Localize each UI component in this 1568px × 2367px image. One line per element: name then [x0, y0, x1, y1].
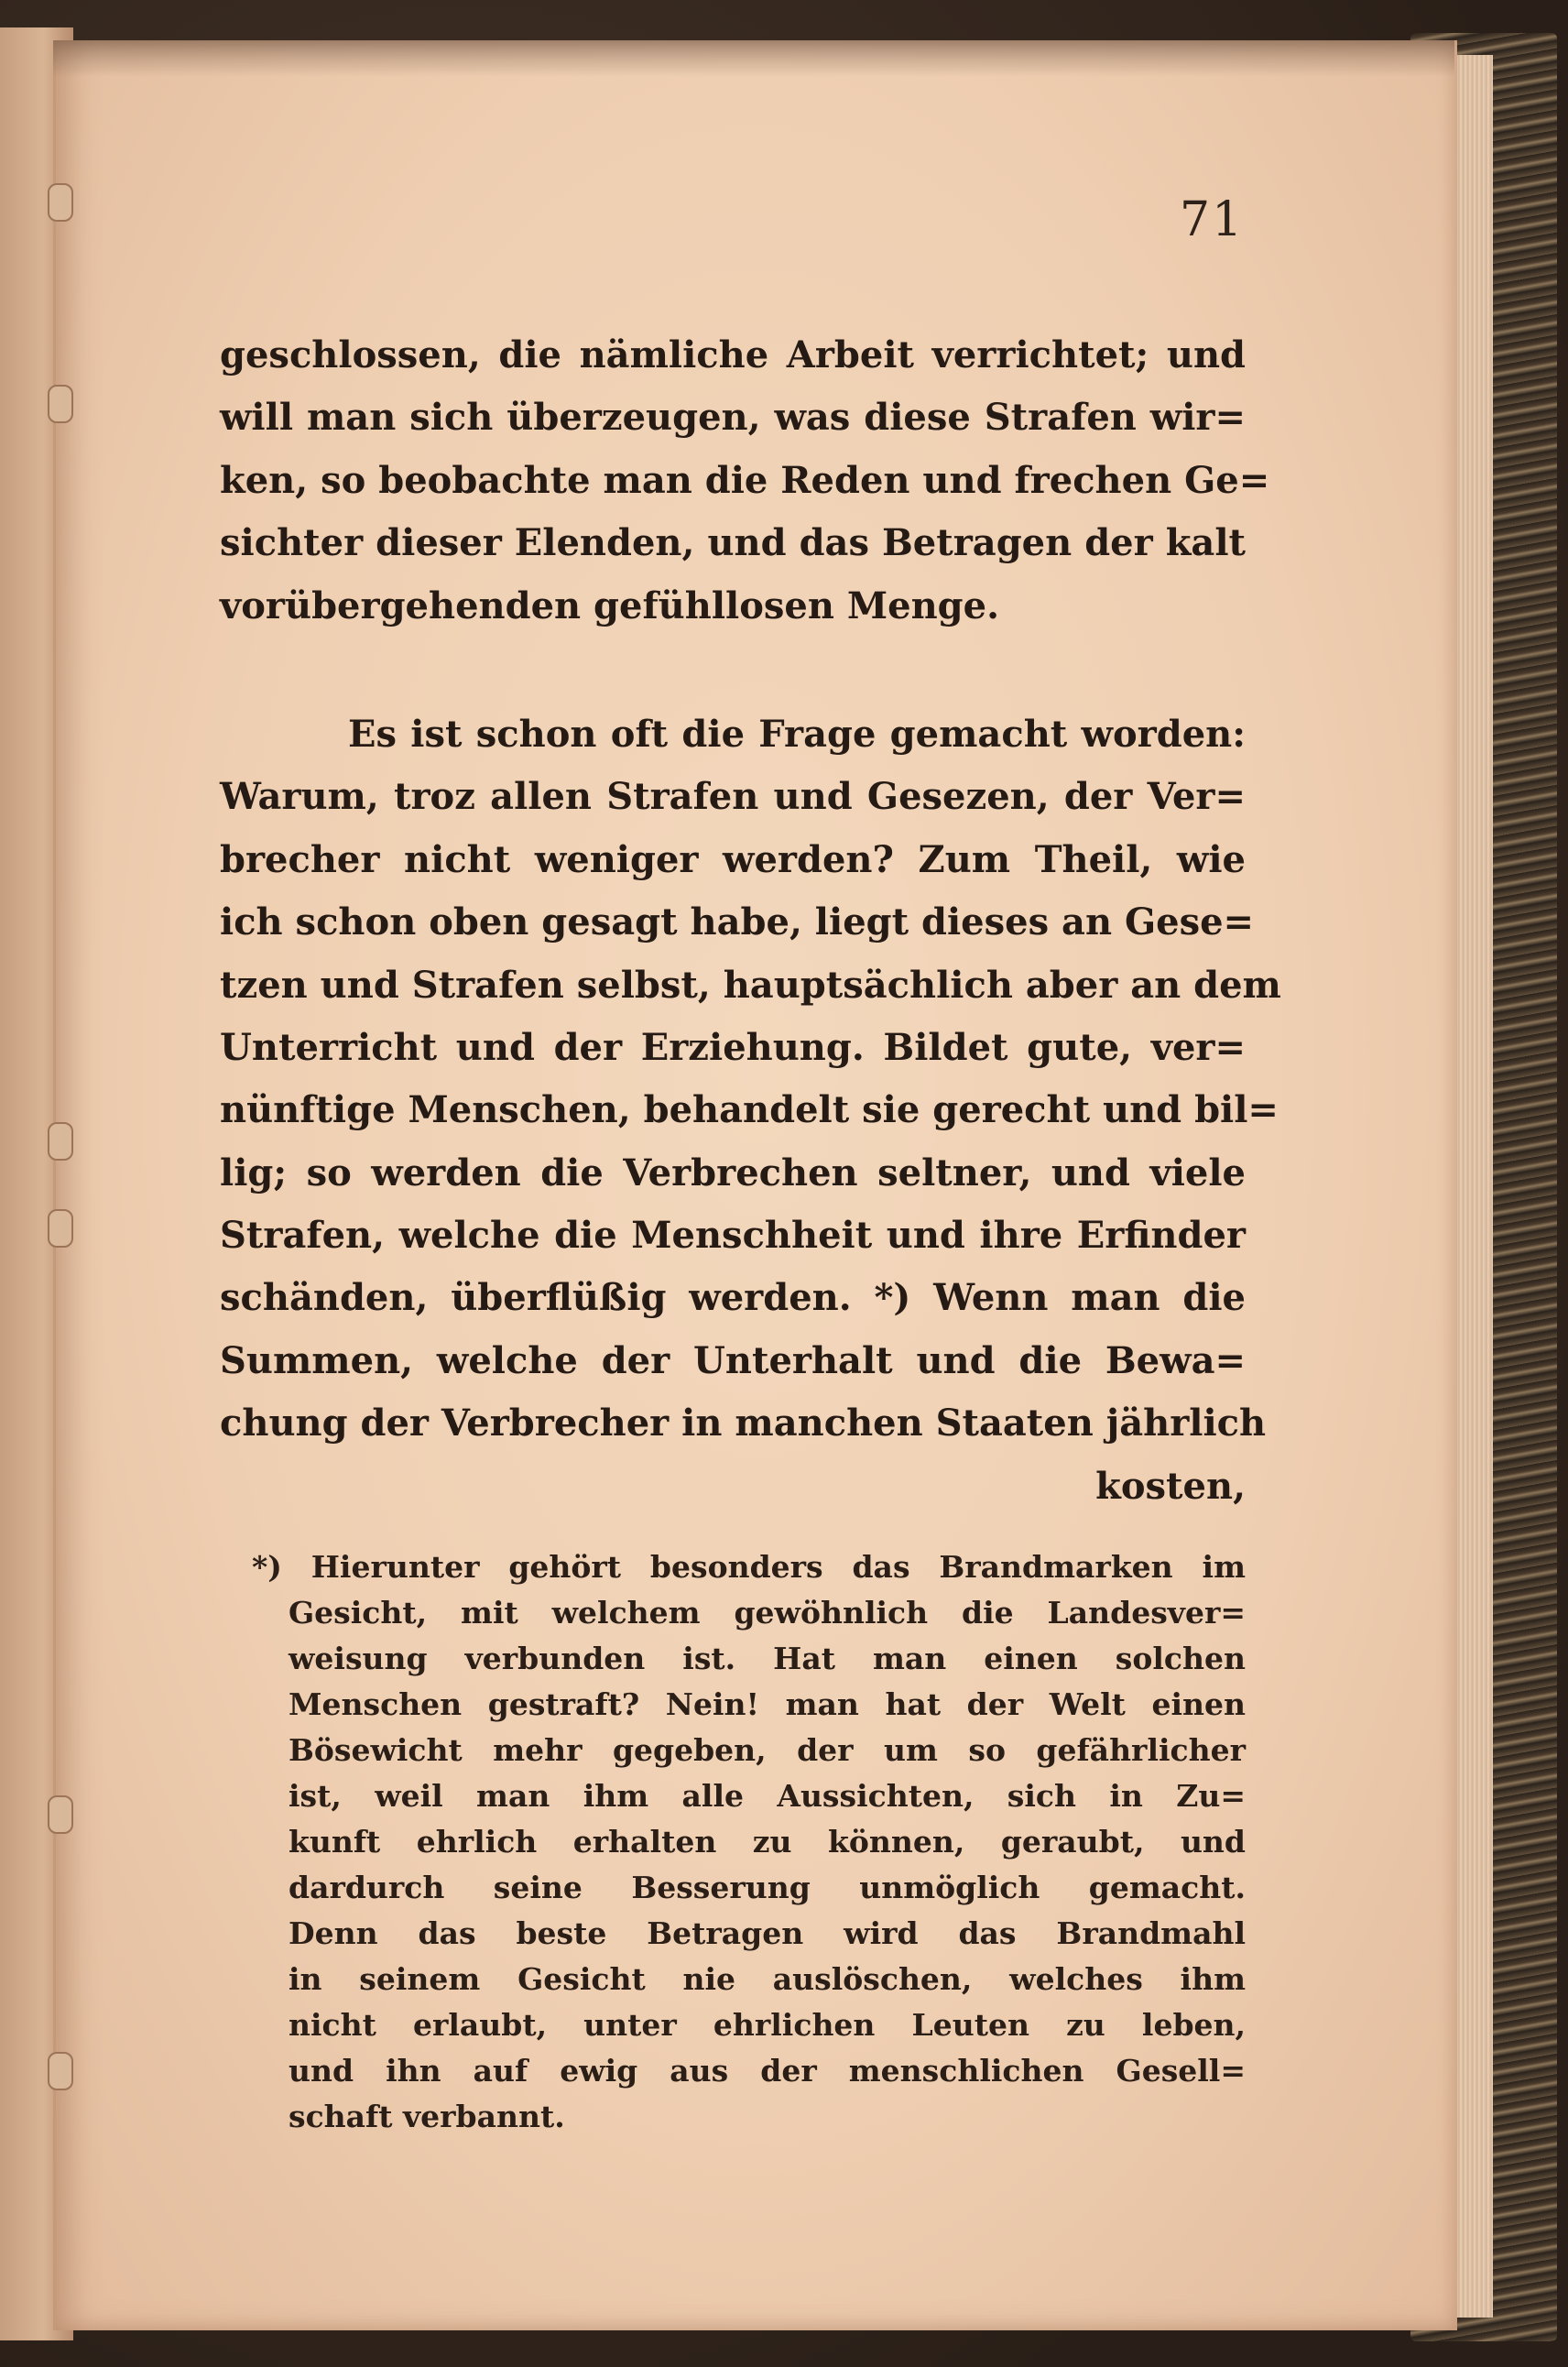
text-line: chung der Verbrecher in manchen Staaten jährlich — [220, 1402, 1267, 1445]
footnote-line: weisung verbunden ist. Hat man einen solchen — [289, 1641, 1246, 1676]
footnote-line: ist, weil man ihm alle Aussichten, sich in Zu= — [289, 1778, 1246, 1814]
text-line: ich schon oben gesagt habe, liegt dieses an Gese= — [220, 900, 1255, 944]
footnote-line: *) Hierunter gehört besonders das Brandmarken im — [252, 1549, 1246, 1585]
footnote-line: und ihn auf ewig aus der menschlichen Gesell= — [289, 2053, 1246, 2089]
text-line: Strafen, welche die Menschheit und ihre Erfinder — [220, 1214, 1246, 1258]
catchword: kosten, — [1095, 1464, 1246, 1508]
main-text — [220, 324, 1281, 1518]
binding-stitch — [48, 1795, 73, 1834]
text-line: sichter dieser Elenden, und das Betragen der kalt — [220, 521, 1246, 565]
text-line: ken, so beobachte man die Reden und frechen Ge= — [220, 458, 1270, 502]
binding-stitch — [48, 183, 73, 222]
binding-stitch — [48, 385, 73, 423]
footnote-line: Menschen gestraft? Nein! man hat der Welt einen — [289, 1686, 1246, 1722]
footnote-line: Gesicht, mit welchem gewöhnlich die Landesver= — [289, 1595, 1246, 1631]
text-line: brecher nicht weniger werden? Zum Theil, wie — [220, 837, 1246, 881]
footnote-line: in seinem Gesicht nie auslöschen, welches ihm — [289, 1961, 1246, 1997]
text-line: lig; so werden die Verbrechen seltner, und viele — [220, 1151, 1246, 1194]
text-line: Es ist schon oft die Frage gemacht worden: — [348, 712, 1246, 756]
footnote-line: Denn das beste Betragen wird das Brandmahl — [289, 1915, 1246, 1951]
text-line: vorübergehenden gefühllosen Menge. — [220, 584, 1000, 627]
footnote-line: schaft verbannt. — [289, 2099, 565, 2134]
binding-stitch — [48, 2052, 73, 2090]
text-line: geschlossen, die nämliche Arbeit verrichtet; und — [220, 333, 1246, 376]
text-line: nünftige Menschen, behandelt sie gerecht und bil= — [220, 1088, 1279, 1132]
footnote-line: dardurch seine Besserung unmöglich gemacht. — [289, 1870, 1246, 1905]
footnote — [252, 1544, 1246, 2140]
binding-stitch — [48, 1209, 73, 1248]
text-line: will man sich überzeugen, was diese Strafen wir= — [220, 396, 1246, 440]
text-line: tzen und Strafen selbst, hauptsächlich aber an dem — [220, 963, 1281, 1007]
text-line: Warum, troz allen Strafen und Gesezen, der Ver= — [220, 775, 1246, 819]
footnote-line: nicht erlaubt, unter ehrlichen Leuten zu leben, — [289, 2007, 1246, 2043]
binding-stitch — [48, 1122, 73, 1161]
page-top-shadow — [53, 40, 1454, 77]
text-line: schänden, überflüßig werden. *) Wenn man die — [220, 1276, 1246, 1320]
page-number: 71 — [1180, 192, 1245, 247]
text-line: Summen, welche der Unterhalt und die Bewa= — [220, 1338, 1246, 1382]
text-line: Unterricht und der Erziehung. Bildet gute, ver= — [220, 1025, 1246, 1069]
footnote-line: Bösewicht mehr gegeben, der um so gefährlicher — [289, 1732, 1246, 1768]
footnote-line: kunft ehrlich erhalten zu können, geraubt, und — [289, 1824, 1246, 1860]
